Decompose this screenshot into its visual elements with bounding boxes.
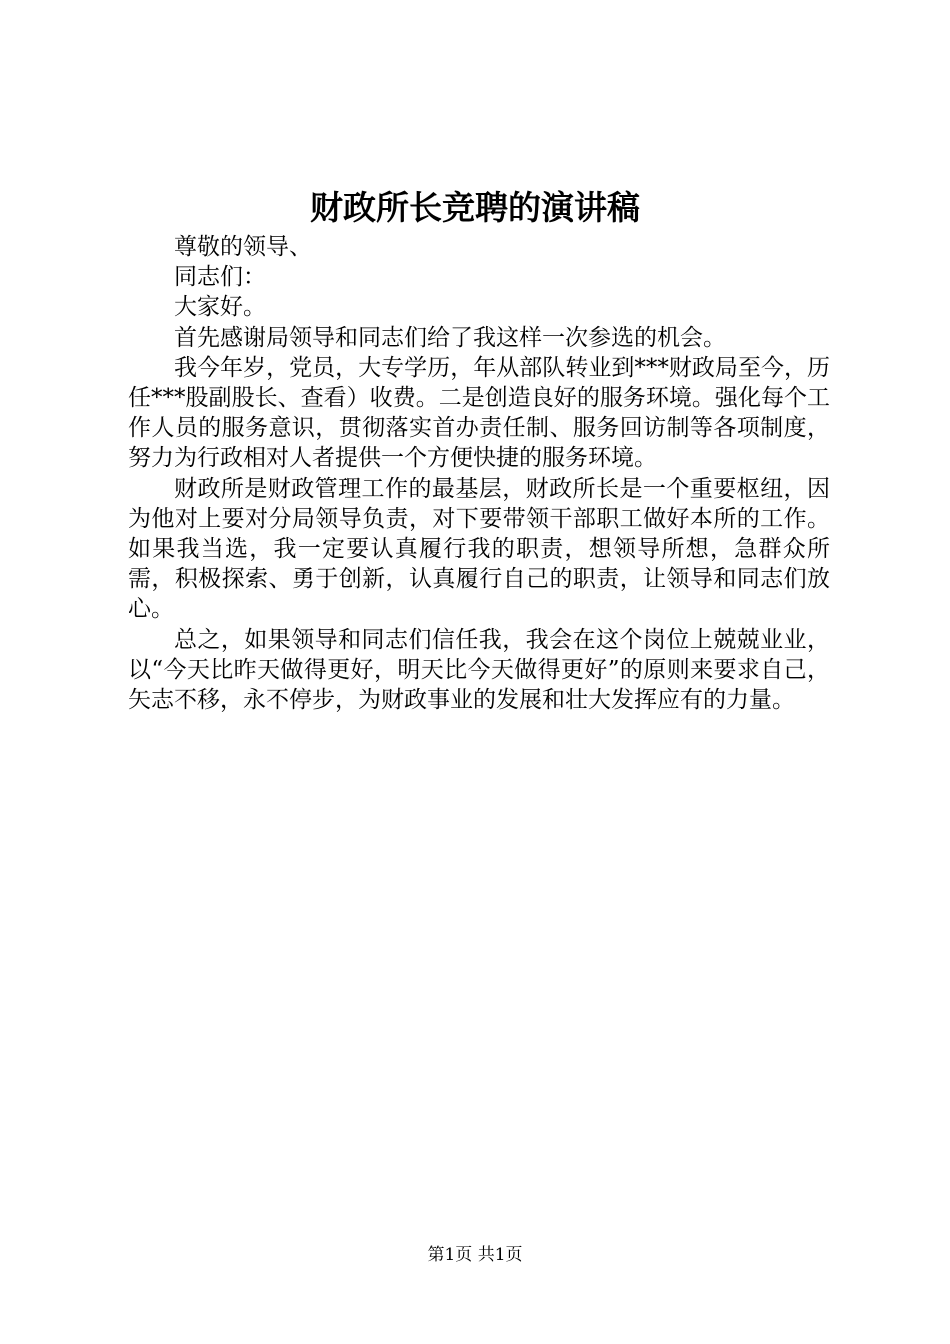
document-title: 财政所长竞聘的演讲稿 bbox=[310, 188, 640, 227]
document-body bbox=[128, 232, 830, 715]
paragraph-conclusion: 总之，如果领导和同志们信任我，我会在这个岗位上兢兢业业，以“今天比昨天做得更好，明天比今天做得更好”的原则来要求自己，矢志不移，永不停步，为财政事业的发展和壮大发挥应有的力量。 bbox=[128, 626, 830, 714]
paragraph-salutation-2: 同志们： bbox=[174, 264, 266, 291]
page-footer: 第1页 共1页 bbox=[427, 1245, 523, 1265]
paragraph-introduction: 我今年岁，党员，大专学历，年从部队转业到***财政局至今，历任***股副股长、查看）收费。二是创造良好的服务环境。强化每个工作人员的服务意识，贯彻落实首办责任制、服务回访制等各项制度，努力为行政相对人者提供一个方便快捷的服务环境。 bbox=[128, 354, 830, 472]
paragraph-greeting: 大家好。 bbox=[174, 294, 266, 321]
paragraph-salutation-1: 尊敬的领导、 bbox=[174, 234, 312, 260]
paragraph-thanks: 首先感谢局领导和同志们给了我这样一次参选的机会。 bbox=[174, 324, 726, 351]
paragraph-role: 财政所是财政管理工作的最基层，财政所长是一个重要枢纽，因为他对上要对分局领导负责，对下要带领干部职工做好本所的工作。如果我当选，我一定要认真履行我的职责，想领导所想，急群众所需，积极探索、勇于创新，认真履行自己的职责，让领导和同志们放心。 bbox=[128, 475, 830, 623]
